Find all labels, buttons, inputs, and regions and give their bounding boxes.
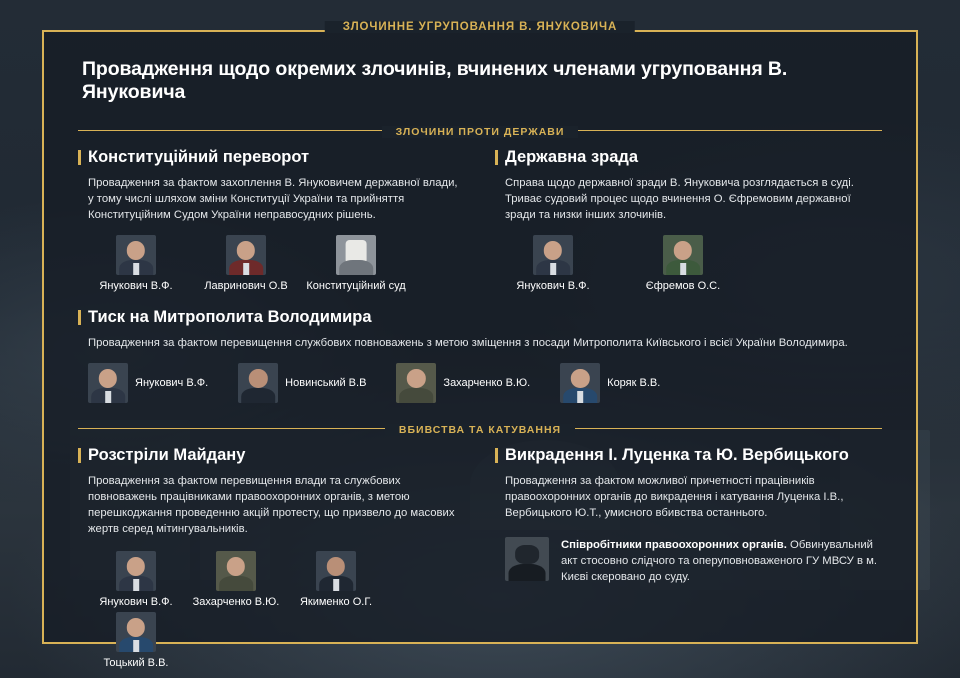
person-name: Янукович В.Ф. (135, 376, 209, 389)
person-name: Коряк В.В. (607, 376, 661, 389)
people-list (495, 235, 882, 292)
block-title: Викрадення І. Луценка та Ю. Вербицького (495, 446, 882, 465)
note-strong-text: Співробітники правоохоронних органів. (561, 539, 787, 551)
person-card[interactable] (198, 235, 294, 292)
section-label-killings-and-torture (78, 420, 882, 436)
note-text (561, 537, 882, 585)
masked-officer-icon (505, 537, 549, 581)
header-ribbon: ЗЛОЧИННЕ УГРУПОВАННЯ В. ЯНУКОВИЧА (325, 21, 635, 33)
person-card[interactable] (88, 235, 184, 292)
section-label-text: ЗЛОЧИНИ ПРОТИ ДЕРЖАВИ (382, 126, 579, 138)
person-name: Захарченко В.Ю. (192, 596, 280, 609)
person-name: Якименко О.Г. (299, 596, 373, 609)
block-title: Державна зрада (495, 148, 882, 167)
person-name: Янукович В.Ф. (516, 279, 590, 292)
portrait-yanukovych-icon (116, 551, 156, 591)
block-text: Провадження за фактом перевищення службових повноважень з метою зміщення з посади Митрополита Київського і всієї України Володимира. (88, 336, 848, 349)
portrait-yakymenko-icon (316, 551, 356, 591)
law-enforcement-note (495, 537, 882, 585)
block-title: Розстріли Майдану (78, 446, 465, 465)
person-name: Єфремов О.С. (645, 279, 721, 292)
block-treason (495, 148, 882, 292)
person-name: Новинський В.В (285, 376, 367, 389)
section-label-text: ВБИВСТВА ТА КАТУВАННЯ (385, 424, 575, 436)
block-pressure-on-metropolitan (78, 308, 882, 403)
building-constitutional-court-icon (336, 235, 376, 275)
person-card[interactable] (88, 363, 208, 403)
person-name: Захарченко В.Ю. (443, 376, 531, 389)
person-card[interactable] (188, 551, 284, 608)
person-card[interactable] (505, 235, 601, 292)
person-card[interactable] (396, 363, 530, 403)
person-name: Лавринович О.В (204, 279, 288, 292)
portrait-novynskyi-icon (238, 363, 278, 403)
portrait-yanukovych-icon (533, 235, 573, 275)
people-list (78, 235, 465, 292)
person-name: Янукович В.Ф. (99, 596, 173, 609)
person-name: Тоцький В.В. (103, 657, 169, 670)
block-lutsenko-verbytskyi-abduction (495, 446, 882, 669)
person-name: Янукович В.Ф. (99, 279, 173, 292)
page-title: Провадження щодо окремих злочинів, вчинених членами угруповання В. Януковича (82, 58, 788, 104)
person-card[interactable] (238, 363, 366, 403)
person-card[interactable] (288, 551, 384, 608)
block-title: Конституційний переворот (78, 148, 465, 167)
block-maidan-shootings (78, 446, 465, 669)
block-text: Провадження за фактом перевищення влади та службових повноважень працівниками правоохоронних органів, з метою перешкоджання проведенню акцій протесту, що призвело до масових жертв серед мітингувальників. (88, 474, 455, 535)
block-text: Провадження за фактом захоплення В. Януковичем державної влади, у тому числі шляхом зміни Конституції України та прийняття Конституційним Судом України неправосудних рішень. (88, 176, 458, 221)
block-text: Провадження за фактом можливої причетності працівників правоохоронних органів до викрадення і катування Луценка І.В., Вербицького Ю.Т., умисного вбивства останнього. (505, 474, 844, 519)
person-name: Конституційний суд (306, 279, 406, 292)
people-list (78, 363, 882, 403)
section-label-crimes-against-state (78, 122, 882, 138)
person-card[interactable] (88, 612, 184, 669)
portrait-yanukovych-icon (88, 363, 128, 403)
portrait-yanukovych-icon (116, 235, 156, 275)
portrait-zakharchenko-icon (216, 551, 256, 591)
person-card[interactable] (88, 551, 184, 608)
section-1-columns (78, 148, 882, 292)
person-card[interactable] (635, 235, 731, 292)
portrait-yefremov-icon (663, 235, 703, 275)
person-card[interactable] (560, 363, 660, 403)
block-text: Справа щодо державної зради В. Януковича розглядається в суді. Триває судовий процес щодо вчинення О. Єфремовим державної зради та низки інших злочинів. (505, 176, 854, 221)
block-title: Тиск на Митрополита Володимира (78, 308, 882, 327)
person-card[interactable] (308, 235, 404, 292)
portrait-totskyi-icon (116, 612, 156, 652)
portrait-zakharchenko-icon (396, 363, 436, 403)
section-2-columns (78, 446, 882, 669)
block-constitutional-coup (78, 148, 465, 292)
note-body-text: Обвинувальний акт стосовно слідчого та оперуповноваженого ГУ МВСУ в м. Києві скеровано до суду. (561, 539, 878, 584)
portrait-koriak-icon (560, 363, 600, 403)
content-frame (42, 21, 918, 670)
people-list (78, 551, 465, 669)
portrait-lavrynovych-icon (226, 235, 266, 275)
